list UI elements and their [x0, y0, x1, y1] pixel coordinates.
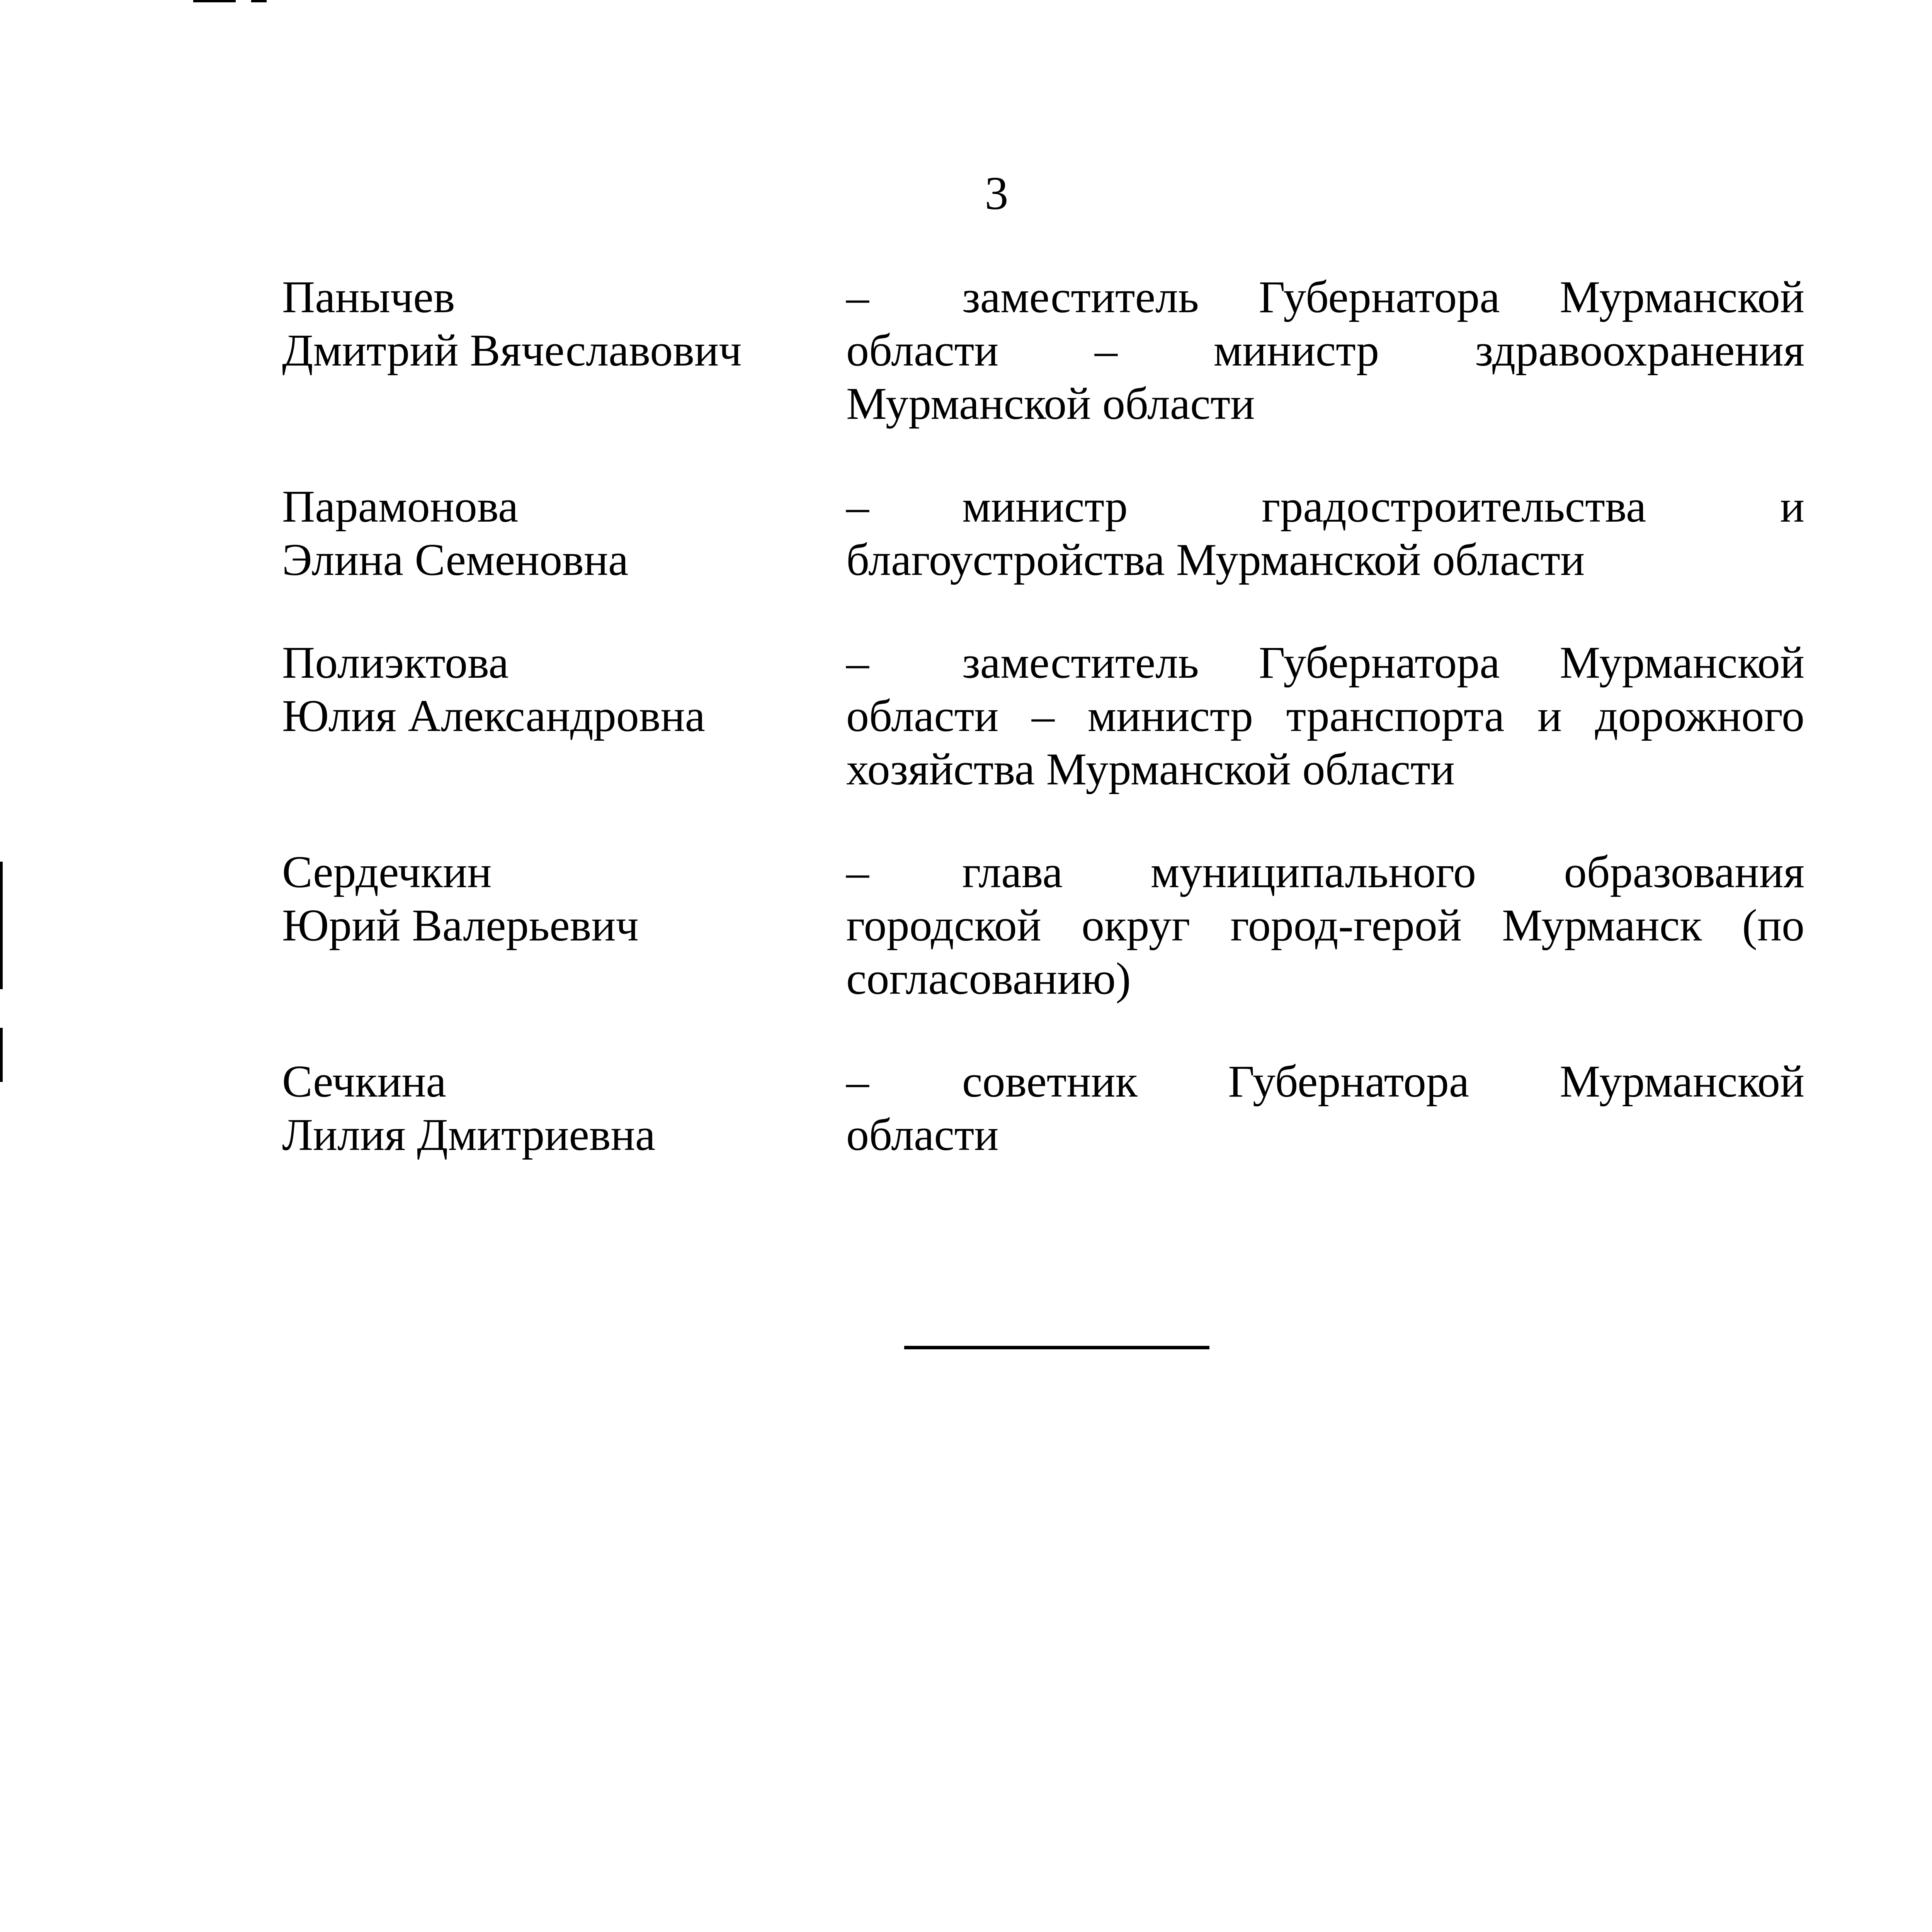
- member-given-names: Элина Семеновна: [282, 534, 629, 585]
- member-position: [846, 1055, 1804, 1162]
- member-position: [846, 270, 1804, 430]
- member-entry: [282, 270, 1804, 430]
- scan-mark-left-edge-2: [0, 1028, 3, 1082]
- member-given-names: Юрий Валерьевич: [282, 900, 639, 951]
- dash: –: [846, 481, 869, 532]
- member-entry: [282, 1055, 1804, 1162]
- dash: –: [846, 847, 869, 897]
- member-position-text: заместитель Губернатора Мурманской области – министр транспорта и дорожного хозяйства Мурманской области: [846, 637, 1804, 794]
- member-name: [282, 636, 846, 743]
- member-surname: Сердечкин: [282, 847, 492, 897]
- member-surname: Полиэктова: [282, 637, 509, 688]
- member-position: [846, 845, 1804, 1005]
- member-entry: [282, 480, 1804, 587]
- member-name: [282, 270, 846, 377]
- member-position: [846, 636, 1804, 796]
- member-name: [282, 480, 846, 587]
- end-of-list-rule: [904, 1346, 1209, 1349]
- member-given-names: Дмитрий Вячеславович: [282, 325, 742, 376]
- member-position-text: заместитель Губернатора Мурманской области – министр здравоохранения Мурманской области: [846, 272, 1804, 429]
- member-surname: Парамонова: [282, 481, 519, 532]
- member-position-text: министр градостроительства и благоустройства Мурманской области: [846, 481, 1804, 585]
- member-given-names: Лилия Дмитриевна: [282, 1109, 656, 1160]
- members-list: [282, 270, 1804, 1211]
- member-name: [282, 1055, 846, 1162]
- scan-mark-top-left: [193, 0, 236, 2]
- page-number: 3: [985, 167, 1009, 219]
- member-given-names: Юлия Александровна: [282, 690, 706, 741]
- dash: –: [846, 637, 869, 688]
- scan-mark-left-edge-1: [0, 862, 3, 989]
- member-position-text: глава муниципального образования городской округ город-герой Мурманск (по согласованию): [846, 847, 1804, 1004]
- member-surname: Сечкина: [282, 1056, 446, 1107]
- member-name: [282, 845, 846, 952]
- member-position-text: советник Губернатора Мурманской области: [846, 1056, 1804, 1160]
- member-entry: [282, 845, 1804, 1005]
- member-surname: Панычев: [282, 272, 455, 322]
- member-entry: [282, 636, 1804, 796]
- dash: –: [846, 272, 869, 322]
- member-position: [846, 480, 1804, 587]
- dash: –: [846, 1056, 869, 1107]
- scan-mark-top-left-tick: [251, 0, 267, 2]
